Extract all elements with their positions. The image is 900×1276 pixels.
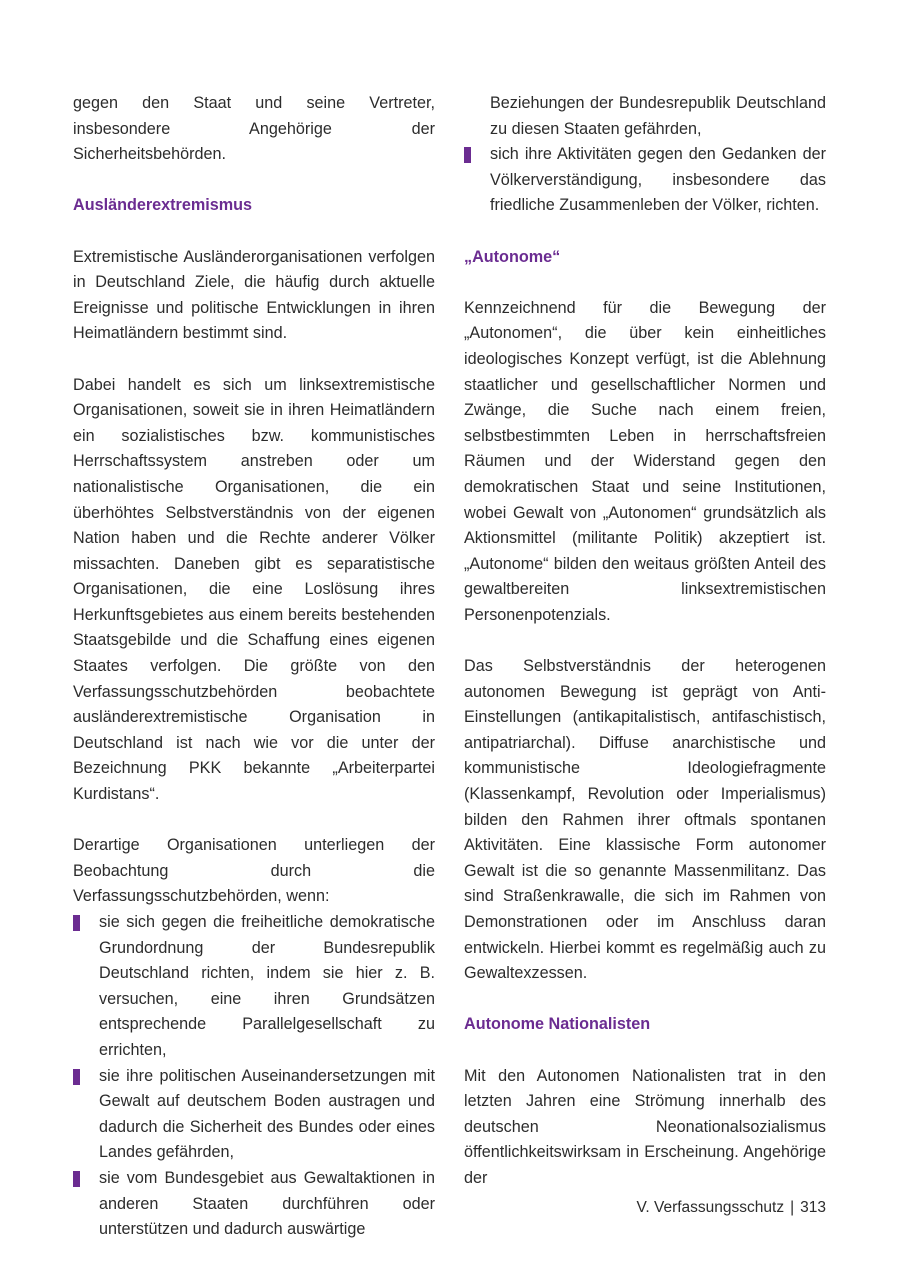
page-footer bbox=[636, 1199, 826, 1217]
bullet-marker bbox=[73, 1069, 80, 1085]
heading-auslaenderextremismus: Ausländerextremismus bbox=[73, 196, 253, 215]
list-item bbox=[73, 1064, 435, 1166]
page-number: 313 bbox=[800, 1199, 826, 1216]
intro-paragraph: gegen den Staat und seine Vertreter, insbesondere Angehörige der Sicherheitsbehörden. bbox=[73, 94, 435, 164]
list-item bbox=[464, 142, 826, 219]
list-item-text: sie vom Bundesgebiet aus Gewaltaktionen in anderen Staaten durchführen oder unterstützen und dadurch auswärtige bbox=[99, 1168, 435, 1239]
list-item-text: sie ihre politischen Auseinandersetzungen mit Gewalt auf deutschem Boden austragen und dadurch die Sicherheit des Bundes oder eines Landes gefährden, bbox=[99, 1066, 435, 1162]
list-item-continuation bbox=[464, 91, 826, 142]
list-item-text: Beziehungen der Bundesrepublik Deutschland zu diesen Staaten gefährden, bbox=[490, 94, 826, 138]
paragraph-auslaender-3: Derartige Organisationen unterliegen der Beobachtung durch die Verfassungsschutzbehörden, wenn: bbox=[73, 836, 435, 906]
bullet-marker bbox=[73, 1171, 80, 1187]
right-column bbox=[464, 91, 826, 1217]
heading-autonome: „Autonome“ bbox=[464, 247, 561, 266]
list-item bbox=[73, 910, 435, 1064]
paragraph-auslaender-2: Dabei handelt es sich um linksextremistische Organisationen, soweit sie in ihren Heimatländern ein sozialistisches bzw. kommunistisches Herrschaftssystem anstreben oder um nationalistische Organisationen, die ein überhöhtes Selbstverständnis von der eigenen Nation haben und die Rechte anderer Völker missachten. Daneben gibt es separatistische Organisationen, die eine Loslösung ihres Herkunftsgebietes aus einem bereits bestehenden Staatsgebilde und die Schaffung eines eigenen Staates verfolgen. Die größte von den Verfassungsschutzbehörden beobachtete ausländerextremistische Organisation in Deutschland ist nach wie vor die unter der Bezeichnung PKK bekannte „Arbeiterpartei Kurdistans“. bbox=[73, 375, 435, 804]
heading-autonome-nationalisten: Autonome Nationalisten bbox=[464, 1015, 651, 1034]
list-item-text: sich ihre Aktivitäten gegen den Gedanken der Völkerverständigung, insbesondere das friedliche Zusammenleben der Völker, richten. bbox=[490, 145, 826, 215]
criteria-list-continued bbox=[464, 91, 826, 219]
paragraph-auslaender-1: Extremistische Ausländerorganisationen verfolgen in Deutschland Ziele, die häufig durch aktuelle Ereignisse und politische Entwicklungen in ihren Heimatländern bestimmt sind. bbox=[73, 247, 435, 343]
footer-section: V. Verfassungsschutz bbox=[636, 1199, 785, 1216]
list-item-text: sie sich gegen die freiheitliche demokratische Grundordnung der Bundesrepublik Deutschland richten, indem sie hier z. B. versuchen, eine ihren Grundsätzen entsprechende Parallelgesellschaft zu errichten, bbox=[99, 913, 435, 1059]
criteria-list bbox=[73, 910, 435, 1243]
left-column bbox=[73, 91, 435, 1243]
footer-separator: | bbox=[790, 1199, 795, 1216]
bullet-marker bbox=[464, 147, 471, 163]
paragraph-autonome-1: Kennzeichnend für die Bewegung der „Autonomen“, die über kein einheitliches ideologisches Konzept verfügt, ist die Ablehnung staatlicher und gesellschaftlicher Normen und Zwänge, die Suche nach einem freien, selbstbestimmten Leben in herrschaftsfreien Räumen und der Widerstand gegen den demokratischen Staat und seine Institutionen, wobei Gewalt von „Autonomen“ grundsätzlich als Aktionsmittel (militante Politik) akzeptiert ist. „Autonome“ bilden den weitaus größten Anteil des gewaltbereiten linksextremistischen Personenpotenzials. bbox=[464, 298, 826, 624]
paragraph-autonome-2: Das Selbstverständnis der heterogenen autonomen Bewegung ist geprägt von Anti-Einstellungen (antikapitalistisch, antifaschistisch, antipatriarchal). Diffuse anarchistische und kommunistische Ideologiefragmente (Klassenkampf, Revolution oder Imperialismus) bilden den Rahmen ihrer oftmals spontanen Aktivitäten. Eine klassische Form autonomer Gewalt ist die so genannte Massenmilitanz. Das sind Straßenkrawalle, die sich im Rahmen von Demonstrationen oder im Anschluss daran entwickeln. Hierbei kommt es regelmäßig auch zu Gewaltexzessen. bbox=[464, 657, 826, 983]
list-item bbox=[73, 1166, 435, 1243]
paragraph-autonome-nationalisten: Mit den Autonomen Nationalisten trat in den letzten Jahren eine Strömung innerhalb des deutschen Neonationalsozialismus öffentlichkeitswirksam in Erscheinung. Angehörige der bbox=[464, 1066, 826, 1187]
bullet-marker bbox=[73, 915, 80, 931]
